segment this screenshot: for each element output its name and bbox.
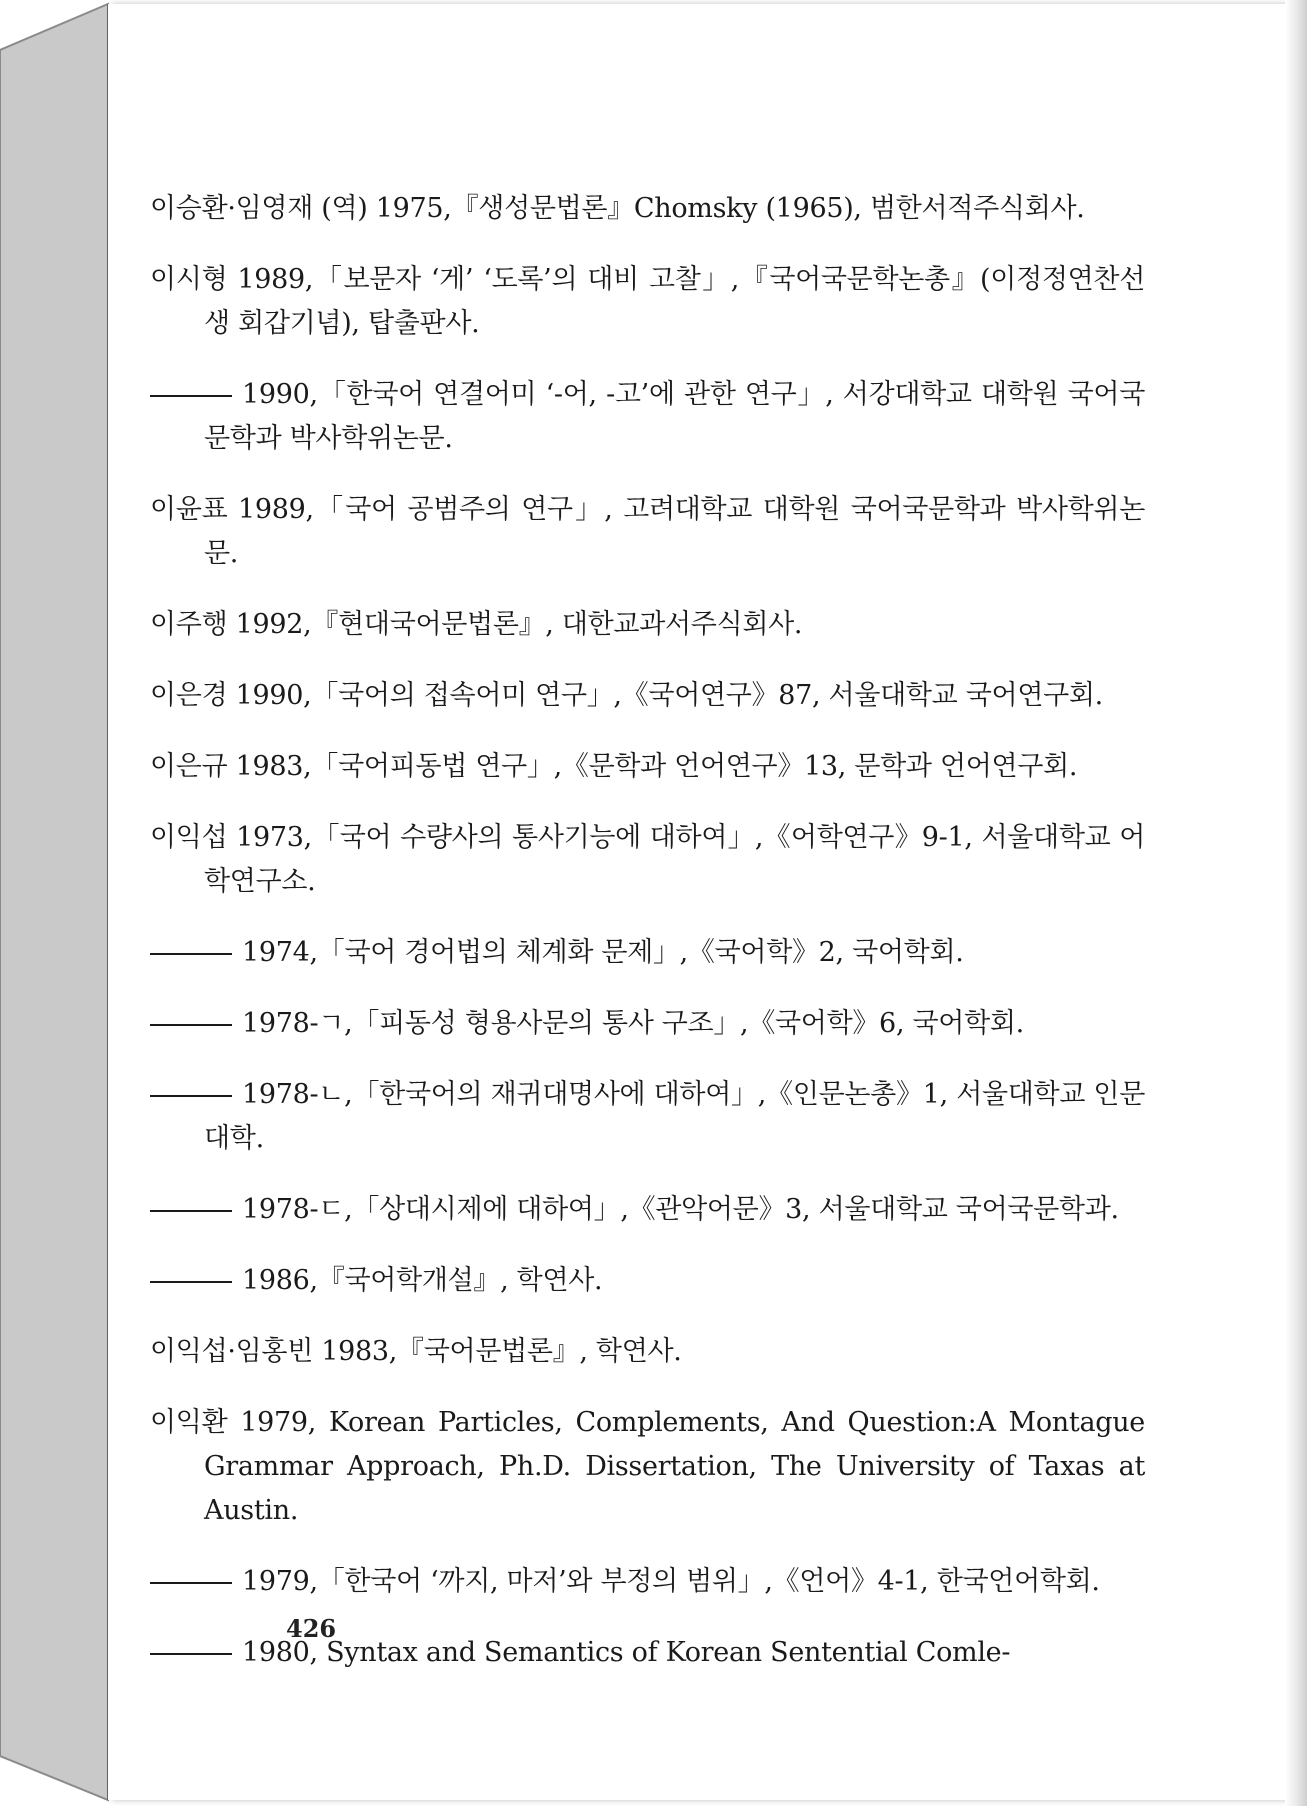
- reference-text: 1980, Syntax and Semantics of Korean Sentential Comle-: [242, 1637, 1011, 1668]
- reference-entry: [150, 816, 1145, 904]
- reference-entry: [150, 1560, 1145, 1604]
- reference-text: 이시형 1989,「보문자 ‘게’ ‘도록’의 대비 고찰」,『국어국문학논총』(이정정연찬선생 회갑기념), 탑출판사.: [150, 264, 1145, 339]
- page-edge-shadow: [1285, 0, 1307, 1806]
- ditto-dash: [150, 395, 232, 397]
- reference-entry: [150, 674, 1145, 718]
- reference-entry: [150, 931, 1145, 975]
- reference-text: 1986,『국어학개설』, 학연사.: [242, 1265, 603, 1296]
- reference-text: 1974,「국어 경어법의 체계화 문제」,《국어학》2, 국어학회.: [242, 937, 964, 968]
- reference-entry: [150, 373, 1145, 461]
- reference-text: 이윤표 1989,「국어 공범주의 연구」, 고려대학교 대학원 국어국문학과 박사학위논문.: [150, 494, 1145, 569]
- reference-text: 이익섭 1973,「국어 수량사의 통사기능에 대하여」,《어학연구》9-1, 서울대학교 어학연구소.: [150, 822, 1145, 897]
- reference-text: 1978-ㄷ,「상대시제에 대하여」,《관악어문》3, 서울대학교 국어국문학과.: [242, 1194, 1119, 1225]
- reference-text: 이은규 1983,「국어피동법 연구」,《문학과 언어연구》13, 문학과 언어연구회.: [150, 751, 1078, 782]
- reference-entry: [150, 1073, 1145, 1161]
- ditto-dash: [150, 1582, 232, 1584]
- reference-entry: [150, 603, 1145, 647]
- reference-entry: [150, 1259, 1145, 1303]
- reference-entry: [150, 258, 1145, 346]
- ditto-dash: [150, 1281, 232, 1283]
- ditto-dash: [150, 1095, 232, 1097]
- reference-entry: [150, 187, 1145, 231]
- reference-text: 1990,「한국어 연결어미 ‘-어, -고’에 관한 연구」, 서강대학교 대학원 국어국문학과 박사학위논문.: [204, 379, 1145, 454]
- ditto-dash: [150, 953, 232, 955]
- reference-text: 1978-ㄴ,「한국어의 재귀대명사에 대하여」,《인문논총》1, 서울대학교 인문대학.: [204, 1079, 1145, 1154]
- reference-text: 1978-ㄱ,「피동성 형용사문의 통사 구조」,《국어학》6, 국어학회.: [242, 1008, 1024, 1039]
- reference-entry: [150, 488, 1145, 576]
- ditto-dash: [150, 1653, 232, 1655]
- reference-text: 이은경 1990,「국어의 접속어미 연구」,《국어연구》87, 서울대학교 국어연구회.: [150, 680, 1103, 711]
- ditto-dash: [150, 1210, 232, 1212]
- reference-entry: [150, 1401, 1145, 1533]
- reference-list: [150, 160, 1145, 1681]
- reference-text: 이익환 1979, Korean Particles, Complements, And Question:A Montague Grammar Approach, Ph.D. Dissertation, The University of Taxas at Austin.: [150, 1407, 1145, 1526]
- reference-text: 이승환·임영재 (역) 1975,『생성문법론』Chomsky (1965), 범한서적주식회사.: [150, 193, 1085, 224]
- reference-entry: [150, 745, 1145, 789]
- book-spine: [0, 0, 120, 1806]
- reference-text: 1979,「한국어 ‘까지, 마저’와 부정의 범위」,《언어》4-1, 한국언어학회.: [242, 1566, 1100, 1597]
- reference-text: 이익섭·임홍빈 1983,『국어문법론』, 학연사.: [150, 1336, 682, 1367]
- reference-text: 이주행 1992,『현대국어문법론』, 대한교과서주식회사.: [150, 609, 803, 640]
- ditto-dash: [150, 1024, 232, 1026]
- page-number: 426: [286, 1614, 337, 1643]
- reference-entry: [150, 1002, 1145, 1046]
- reference-entry: [150, 1188, 1145, 1232]
- reference-entry: [150, 1330, 1145, 1374]
